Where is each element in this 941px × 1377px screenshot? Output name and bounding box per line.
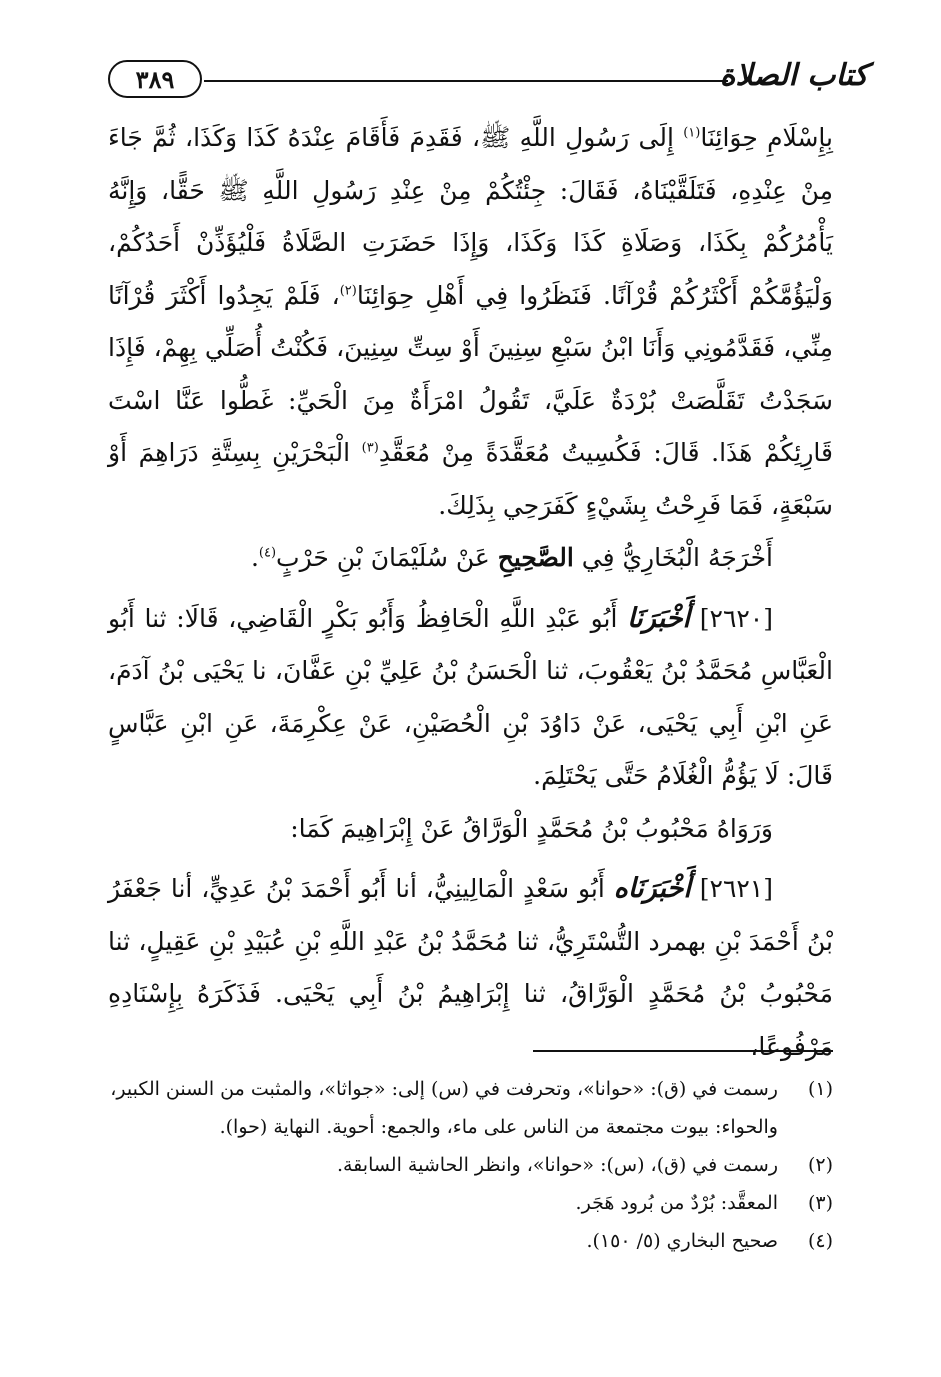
text-segment: أَخْرَجَهُ الْبُخَارِيُّ فِي: [573, 543, 773, 572]
hadith-text: أَبُو سَعْدٍ الْمَالِينِيُّ، أنا أَبُو أَحْمَدَ بْنُ عَدِيٍّ، أنا جَعْفَرُ بْنُ أَحْمَدَ بْنِ بهمرد التُّسْتَرِيُّ، ثنا مُحَمَّدُ بْنُ عَبْدِ اللَّهِ بْنِ عُبَيْدِ بْنِ عَقِيلٍ، ثنا مَحْبُوبُ بْنُ مُحَمَّدٍ الْوَرَّاقُ، ثنا إِبْرَاهِيمُ بْنُ أَبِي يَحْيَى. فَذَكَرَهُ بِإِسْنَادِهِ مَرْفُوعًا،: [108, 874, 833, 1061]
footnote-2: [108, 1146, 833, 1184]
footnote-ref-1: (١): [683, 125, 701, 141]
footnote-number: (٣): [807, 1192, 833, 1214]
page-number: ٣٨٩: [108, 60, 202, 98]
footnote-ref-4: (٤): [258, 545, 277, 561]
footnote-ref-2: (٢): [339, 283, 357, 299]
text-segment: عَنْ سُلَيْمَانَ بْنِ حَرْبٍ: [276, 543, 498, 572]
footnote-number: (١): [807, 1078, 833, 1100]
footnote-4: [108, 1222, 833, 1260]
hadith-text: أَبُو عَبْدِ اللَّهِ الْحَافِظُ وَأَبُو بَكْرٍ الْقَاضِي، قَالَا: ثنا أَبُو الْعَبَّاسِ مُحَمَّدُ بْنُ يَعْقُوبَ، ثنا الْحَسَنُ بْنُ عَلِيِّ بْنِ عَفَّانَ، نا يَحْيَى بْنُ آدَمَ، عَنِ ابْنِ أَبِي يَحْيَى، عَنْ دَاوُدَ بْنِ الْحُصَيْنِ، عَنْ عِكْرِمَةَ، عَنِ ابْنِ عَبَّاسٍ قَالَ: لَا يَؤُمُّ الْغُلَامُ حَتَّى يَحْتَلِمَ.: [108, 603, 833, 790]
paragraph-riwaya: وَرَوَاهُ مَحْبُوبُ بْنُ مُحَمَّدٍ الْوَرَّاقُ عَنْ إِبْرَاهِيمَ كَمَا:: [290, 813, 773, 843]
footnote-number: (٢): [807, 1154, 833, 1176]
footnote-text: المعقَّد: بُرْدٌ من بُرود هَجَر.: [575, 1192, 778, 1214]
hadith-keyword: أَخْبَرَنَا: [627, 602, 691, 634]
hadith-keyword: أَخْبَرَنَاه: [613, 873, 691, 904]
text-segment: إِلَى رَسُولِ اللَّهِ ﷺ، فَقَدِمَ فَأَقَامَ عِنْدَهُ كَذَا وَكَذَا، ثُمَّ جَاءَ مِنْ عِنْدِهِ، فَتَلَقَّيْنَاهُ، فَقَالَ: جِئْتُكُمْ مِنْ عِنْدِ رَسُولِ اللَّهِ ﷺ حَقًّا، وَإِنَّهُ يَأْمُرُكُمْ بِكَذَا، وَصَلَاةِ كَذَا وَكَذَا، وَإِذَا حَضَرَتِ الصَّلَاةُ فَلْيُؤَذِّنْ أَحَدُكُمْ، وَلْيَؤُمَّكُمْ أَكْثَرُكُمْ قُرْآنًا. فَنَظَرُوا فِي أَهْلِ حِوَائِنَا: [108, 123, 833, 310]
header-rule: [204, 80, 728, 82]
hadith-number: [٢٦٢٠]: [699, 603, 773, 633]
paragraph-takhrij: [108, 532, 833, 585]
footnote-text: صحيح البخاري (٥/ ١٥٠).: [586, 1230, 778, 1252]
page-header: [108, 52, 868, 102]
text-segment: الْبَحْرَيْنِ بِسِتَّةِ دَرَاهِمَ أَوْ سَبْعَةٍ، فَمَا فَرِحْتُ بِشَيْءٍ كَفَرَحِي بِذَلِكَ.: [108, 438, 833, 520]
paragraph-hadith-2620: [108, 593, 833, 803]
paragraph-hadith-2621: [108, 863, 833, 1073]
paragraph-hadith-continuation: [108, 112, 833, 532]
footnote-1: [108, 1070, 833, 1146]
hadith-number: [٢٦٢١]: [699, 874, 773, 903]
text-segment: ، فَلَمْ يَجِدُوا أَكْثَرَ قُرْآنًا مِنِّي، فَقَدَّمُونِي وَأَنَا ابْنُ سَبْعِ سِنِينَ أَوْ سِتِّ سِنِينَ، فَكُنْتُ أُصَلِّي بِهِمْ، فَإِذَا سَجَدْتُ تَقَلَّصَتْ بُرْدَةٌ عَلَيَّ، تَقُولُ امْرَأَةٌ مِنَ الْحَيِّ: غَطُّوا عَنَّا اسْتَ قَارِئِكُمْ هَذَا. قَالَ: فَكُسِيتُ مُعَقَّدَةً مِنْ مُعَقَّدِ: [108, 280, 833, 467]
footnote-text: رسمت في (ق)، (س): «حوانا»، وانظر الحاشية السابقة.: [336, 1154, 778, 1176]
footnote-3: [108, 1184, 833, 1222]
footnote-text: رسمت في (ق): «حوانا»، وتحرفت في (س) إلى: «جواثا»، والمثبت من السنن الكبير، والحواء: بيوت مجتمعة من الناس على ماء، والجمع: أحوية. النهاية (حوا).: [110, 1078, 778, 1138]
footnote-separator: [533, 1050, 833, 1052]
footnote-number: (٤): [807, 1230, 833, 1252]
footnotes: [108, 1070, 833, 1260]
main-text: [108, 112, 833, 1073]
text-segment: .: [250, 543, 259, 572]
book-title: كتاب الصلاة: [719, 58, 868, 93]
book-name: الصَّحِيحِ: [497, 543, 574, 572]
text-segment: بِإِسْلَامِ حِوَائِنَا: [700, 123, 833, 152]
footnote-ref-3: (٣): [361, 440, 379, 456]
